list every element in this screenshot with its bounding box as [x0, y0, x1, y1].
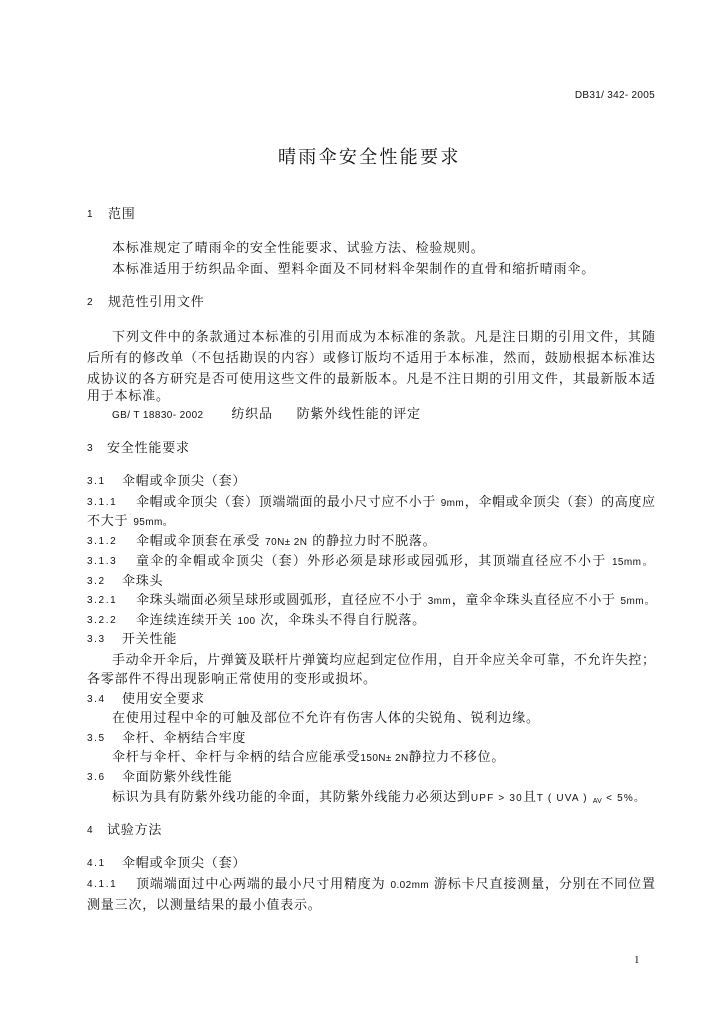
clause-text: ，童伞伞珠头直径应不小于	[451, 593, 621, 608]
clause-3-5-number: 3.5	[87, 733, 106, 744]
clause-3-1-heading: 伞帽或伞顶尖（套）	[122, 474, 247, 489]
section-2-line-4: 用于本标准。	[87, 389, 170, 404]
clause-3-1-3-number: 3.1.3	[87, 556, 118, 567]
cycle-count: 100	[237, 616, 256, 627]
clause-4-1-number: 4.1	[87, 858, 106, 869]
uva-requirement: < 5%。	[602, 793, 646, 804]
clause-text: 伞连续连续开关	[136, 613, 238, 628]
dimension-value: 95mm。	[133, 517, 174, 528]
clause-text: 伞帽或伞顶尖（套）顶端端面的最小尺寸应不小于	[136, 495, 441, 510]
clause-text: 伞杆与伞杆、伞杆与伞柄的结合应能承受	[112, 750, 361, 765]
clause-3-2-2-number: 3.2.2	[87, 615, 118, 626]
clause-text: 静拉力不移位。	[408, 750, 506, 765]
clause-3-1-3-text	[136, 553, 653, 570]
page-number: 1	[634, 954, 640, 966]
dimension-value: 15mm。	[611, 557, 653, 568]
section-1-paragraph-2: 本标准适用于纺织品伞面、塑料伞面及不同材料伞架制作的直骨和缩折晴雨伞。	[112, 262, 596, 277]
clause-3-4-text: 在使用过程中伞的可触及部位不允许有伤害人体的尖锐角、锐利边缘。	[112, 711, 540, 726]
clause-text: 且	[522, 790, 537, 805]
standard-code: DB31/ 342- 2005	[574, 90, 655, 101]
clause-3-4-heading: 使用安全要求	[122, 692, 205, 707]
precision-value: 0.02mm	[390, 880, 430, 891]
section-2-number: 2	[87, 297, 95, 308]
clause-3-1-1-number: 3.1.1	[87, 497, 118, 508]
document-title: 晴雨伞安全性能要求	[278, 147, 461, 168]
clause-text: 标识为具有防紫外线功能的伞面，其防紫外线能力必须达到	[112, 790, 471, 805]
clause-text: 次，伞珠头不得自行脱落。	[255, 613, 426, 628]
clause-3-3-number: 3.3	[87, 634, 106, 645]
clause-3-2-1-text	[136, 592, 655, 609]
section-3-number: 3	[87, 443, 95, 454]
reference-code: GB/ T 18830- 2002	[112, 410, 204, 421]
force-value: 70N± 2N	[265, 537, 308, 548]
clause-text: 顶端端面过中心两端的最小尺寸用精度为	[136, 877, 391, 892]
clause-3-2-heading: 伞珠头	[122, 574, 164, 589]
clause-text: 的静拉力时不脱落。	[307, 534, 437, 549]
clause-3-1-number: 3.1	[87, 476, 106, 487]
clause-3-1-1-line-2	[87, 513, 173, 530]
upf-requirement: UPF > 30	[470, 793, 523, 804]
clause-4-1-1-line-1	[136, 876, 655, 893]
dimension-value: 9mm	[440, 498, 465, 509]
uva-transmittance-symbol: T ( UVA )	[536, 793, 588, 804]
clause-3-1-1-line-1	[136, 494, 655, 511]
clause-3-2-1-number: 3.2.1	[87, 595, 118, 606]
section-2-line-3: 成协议的各方研究是否可使用这些文件的最新版本。凡是不注日期的引用文件，其最新版本适	[87, 372, 655, 387]
clause-3-6-heading: 伞面防紫外线性能	[122, 770, 233, 785]
clause-3-6-number: 3.6	[87, 772, 106, 783]
reference-title-part-2: 防紫外线性能的评定	[296, 407, 421, 422]
clause-text: ，伞帽或伞顶尖（套）的高度应	[464, 495, 655, 510]
clause-3-3-line-1: 手动伞开伞后，片弹簧及联杆片弹簧均应起到定位作用，自开伞应关伞可靠，不允许失控；	[112, 653, 655, 668]
clause-3-1-2-text	[136, 533, 436, 550]
section-2-line-2: 后所有的修改单（不包括勘误的内容）或修订版均不适用于本标准，然而，鼓励根据本标准达	[87, 351, 655, 366]
clause-4-1-1-line-2: 测量三次，以测量结果的最小值表示。	[87, 898, 322, 913]
clause-3-2-2-text	[136, 612, 426, 629]
clause-3-4-number: 3.4	[87, 694, 106, 705]
section-1-heading: 范围	[108, 207, 136, 222]
clause-text: 游标卡尺直接测量，分别在不同位置	[429, 877, 655, 892]
dimension-value: 5mm。	[620, 596, 655, 607]
clause-3-2-number: 3.2	[87, 576, 106, 587]
clause-3-3-line-2: 各零部件不得出现影响正常使用的变形或损坏。	[87, 672, 377, 687]
section-1-paragraph-1: 本标准规定了晴雨伞的安全性能要求、试验方法、检验规则。	[112, 241, 485, 256]
section-4-number: 4	[87, 825, 95, 836]
section-3-heading: 安全性能要求	[107, 441, 190, 456]
section-2-line-1: 下列文件中的条款通过本标准的引用而成为本标准的条款。凡是注日期的引用文件，其随	[112, 330, 655, 345]
normative-reference	[112, 406, 421, 423]
clause-3-3-heading: 开关性能	[122, 632, 178, 647]
section-2-heading: 规范性引用文件	[108, 295, 205, 310]
section-1-number: 1	[87, 209, 95, 220]
clause-3-5-text	[112, 749, 505, 766]
section-4-heading: 试验方法	[107, 823, 163, 838]
clause-4-1-1-number: 4.1.1	[87, 879, 118, 890]
reference-title-part-1: 纺织品	[231, 407, 273, 422]
clause-3-6-text	[112, 789, 645, 806]
dimension-value: 3mm	[427, 596, 452, 607]
clause-text: 童伞的伞帽或伞顶尖（套）外形必须是球形或园弧形，其顶端直径应不小于	[136, 554, 612, 569]
clause-4-1-heading: 伞帽或伞顶尖（套）	[122, 856, 247, 871]
clause-text: 伞帽或伞顶套在承受	[136, 534, 266, 549]
clause-3-5-heading: 伞杆、伞柄结合牢度	[122, 731, 247, 746]
clause-text: 伞珠头端面必须呈球形或圆弧形，直径应不小于	[136, 593, 428, 608]
clause-text: 不大于	[87, 514, 134, 529]
clause-3-1-2-number: 3.1.2	[87, 536, 118, 547]
force-value: 150N± 2N	[360, 753, 409, 764]
average-subscript: AV	[592, 798, 603, 805]
